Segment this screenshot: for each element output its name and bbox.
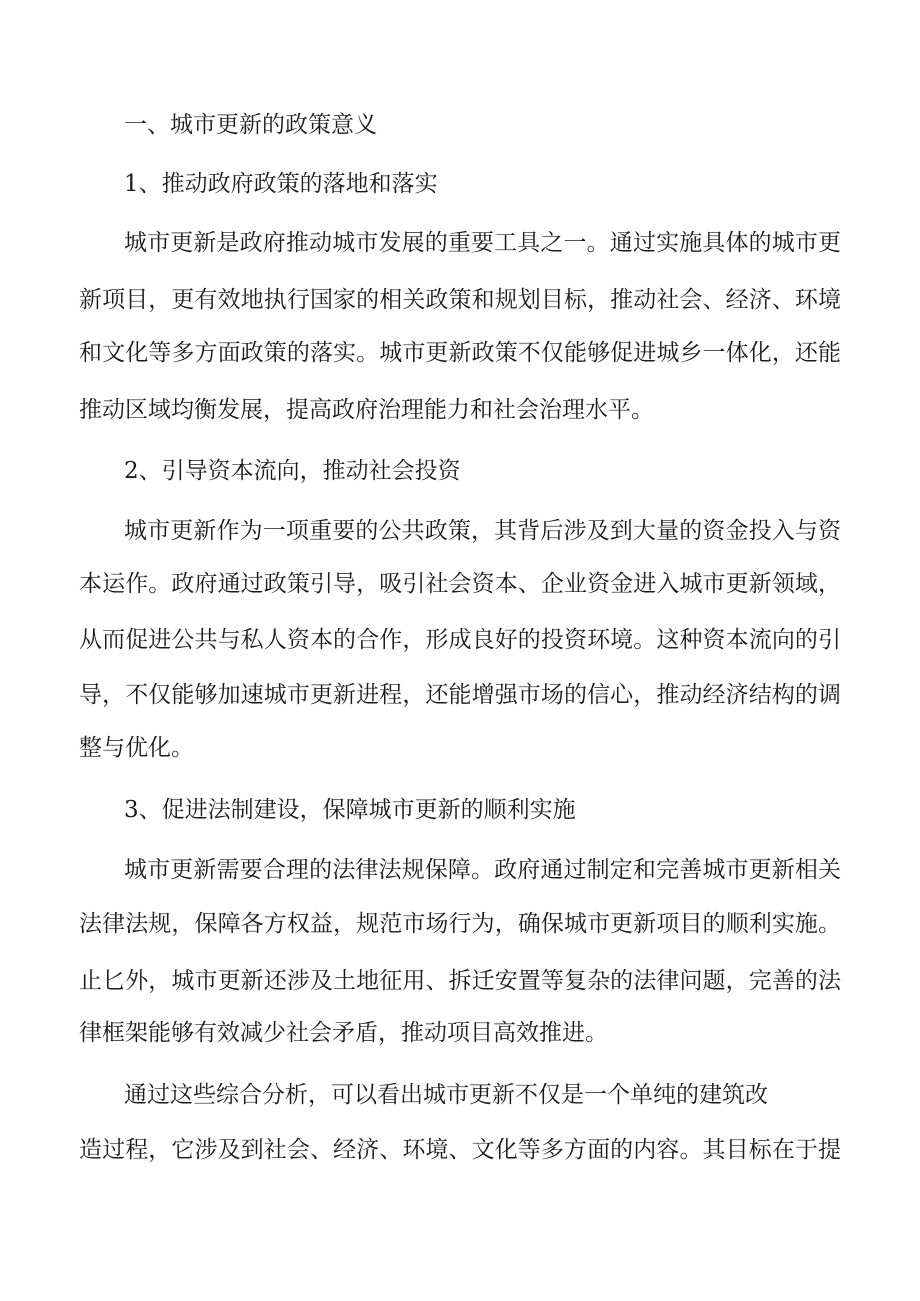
- subheading-2: 2、引导资本流向，推动社会投资: [124, 458, 461, 484]
- paragraph-2-line-3: 从而促进公共与私人资本的合作，形成良好的投资环境。这种资本流向的引: [79, 627, 841, 653]
- section-heading: 一、城市更新的政策意义: [124, 112, 377, 138]
- paragraph-2-line-4: 导，不仅能够加速城市更新进程，还能增强市场的信心，推动经济结构的调: [79, 682, 841, 708]
- subheading-1: 1、推动政府政策的落地和落实: [124, 171, 438, 197]
- paragraph-2-line-1: 城市更新作为一项重要的公共政策，其背后涉及到大量的资金投入与资: [124, 518, 841, 544]
- paragraph-2-line-5: 整与优化。: [79, 735, 194, 761]
- subheading-3: 3、促进法制建设，保障城市更新的顺利实施: [124, 797, 576, 823]
- paragraph-3-line-1: 城市更新需要合理的法律法规保障。政府通过制定和完善城市更新相关: [124, 857, 841, 883]
- paragraph-4-line-1: 通过这些综合分析，可以看出城市更新不仅是一个单纯的建筑改: [124, 1082, 768, 1108]
- paragraph-3-line-4: 律框架能够有效减少社会矛盾，推动项目高效推进。: [79, 1020, 608, 1046]
- paragraph-1-line-2: 新项目，更有效地执行国家的相关政策和规划目标，推动社会、经济、环境: [79, 287, 841, 313]
- paragraph-1-line-4: 推动区域均衡发展，提高政府治理能力和社会治理水平。: [79, 397, 654, 423]
- paragraph-4-line-2: 造过程，它涉及到社会、经济、环境、文化等多方面的内容。其目标在于提: [79, 1137, 841, 1163]
- paragraph-1-line-3: 和文化等多方面政策的落实。城市更新政策不仅能够促进城乡一体化，还能: [79, 340, 841, 366]
- paragraph-1-line-1: 城市更新是政府推动城市发展的重要工具之一。通过实施具体的城市更: [124, 230, 841, 256]
- paragraph-2-line-2: 本运作。政府通过政策引导，吸引社会资本、企业资金进入城市更新领域，: [79, 571, 841, 597]
- paragraph-3-line-2: 法律法规，保障各方权益，规范市场行为，确保城市更新项目的顺利实施。: [79, 911, 841, 937]
- paragraph-3-line-3: 止匕外，城市更新还涉及土地征用、拆迁安置等复杂的法律问题，完善的法: [79, 968, 841, 994]
